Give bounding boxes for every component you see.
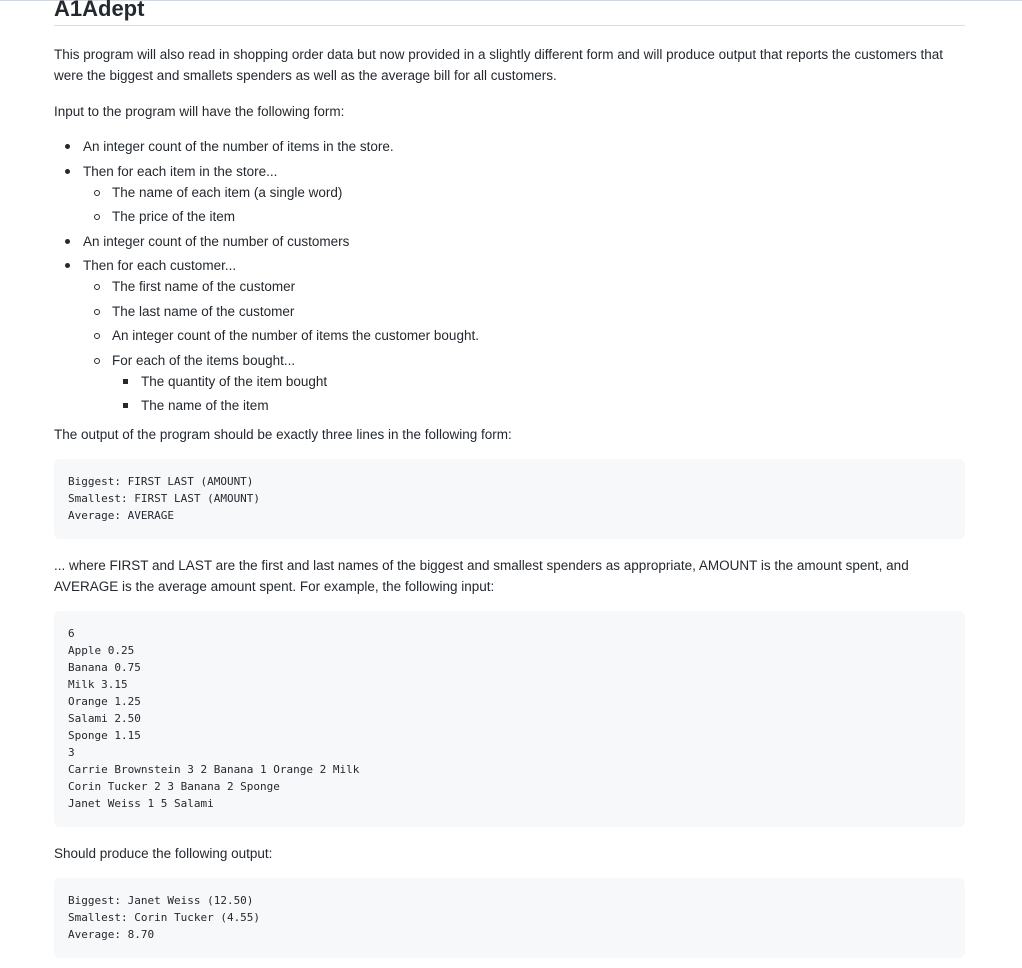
list-item: An integer count of the number of items the customer bought. [83,325,965,346]
list-item [54,136,965,157]
item-sublist [83,182,965,228]
code-line: Corin Tucker 2 3 Banana 2 Sponge [68,780,280,793]
list-item [54,255,965,416]
list-item: The price of the item [83,206,965,227]
example-input-code-block [54,611,965,827]
list-item [54,231,965,252]
code-line: Biggest: FIRST LAST (AMOUNT) [68,475,254,488]
code-line: Apple 0.25 [68,644,135,657]
list-item-text: An integer count of the number of customers [83,233,350,249]
customer-sublist [83,276,965,416]
should-produce-paragraph: Should produce the following output: [54,846,273,861]
output-format-code-block [54,459,965,539]
where-paragraph: ... where FIRST and LAST are the first and last names of the biggest and smallest spenders as appropriate, AMOUNT is the amount spent, and AVERAGE is the average amount spent. For example, the following input: [54,558,909,594]
list-item: The quantity of the item bought [112,371,965,392]
code-line: Smallest: FIRST LAST (AMOUNT) [68,492,261,505]
list-item [83,350,965,417]
code-line: 6 [68,627,75,640]
code-line: Biggest: Janet Weiss (12.50) [68,894,254,907]
input-spec-list [54,136,965,416]
bought-items-sublist [112,371,965,417]
code-line: Sponge 1.15 [68,729,141,742]
code-line: Orange 1.25 [68,695,141,708]
list-item-text: Then for each customer... [83,258,237,273]
code-line: Salami 2.50 [68,712,141,725]
example-output-code-block [54,878,965,958]
code-line: 3 [68,746,75,759]
list-item: The first name of the customer [83,276,965,297]
list-item-text: An integer count of the number of items in the store. [83,139,394,154]
code-line: Carrie Brownstein 3 2 Banana 1 Orange 2 Milk [68,763,360,776]
intro-paragraph: This program will also read in shopping order data but now provided in a slightly different form and will produce output that reports the customers that were the biggest and smallets spenders as well as the average bill for all customers. [54,47,943,83]
code-line: Smallest: Corin Tucker (4.55) [68,911,261,924]
list-item: The name of the item [112,395,965,416]
list-item: The last name of the customer [83,301,965,322]
code-line: Average: 8.70 [68,928,155,941]
list-item [54,161,965,228]
code-line: Milk 3.15 [68,678,128,691]
list-item-text: Then for each item in the store... [83,163,278,179]
page-title: A1Adept [54,0,965,26]
input-heading: Input to the program will have the following form: [54,104,345,119]
output-heading: The output of the program should be exactly three lines in the following form: [54,427,512,442]
readme-content [54,0,965,958]
code-line: Janet Weiss 1 5 Salami [68,797,214,810]
code-line: Banana 0.75 [68,661,141,674]
code-line: Average: AVERAGE [68,509,174,522]
list-item-text: For each of the items bought... [112,352,296,368]
list-item: The name of each item (a single word) [83,182,965,203]
